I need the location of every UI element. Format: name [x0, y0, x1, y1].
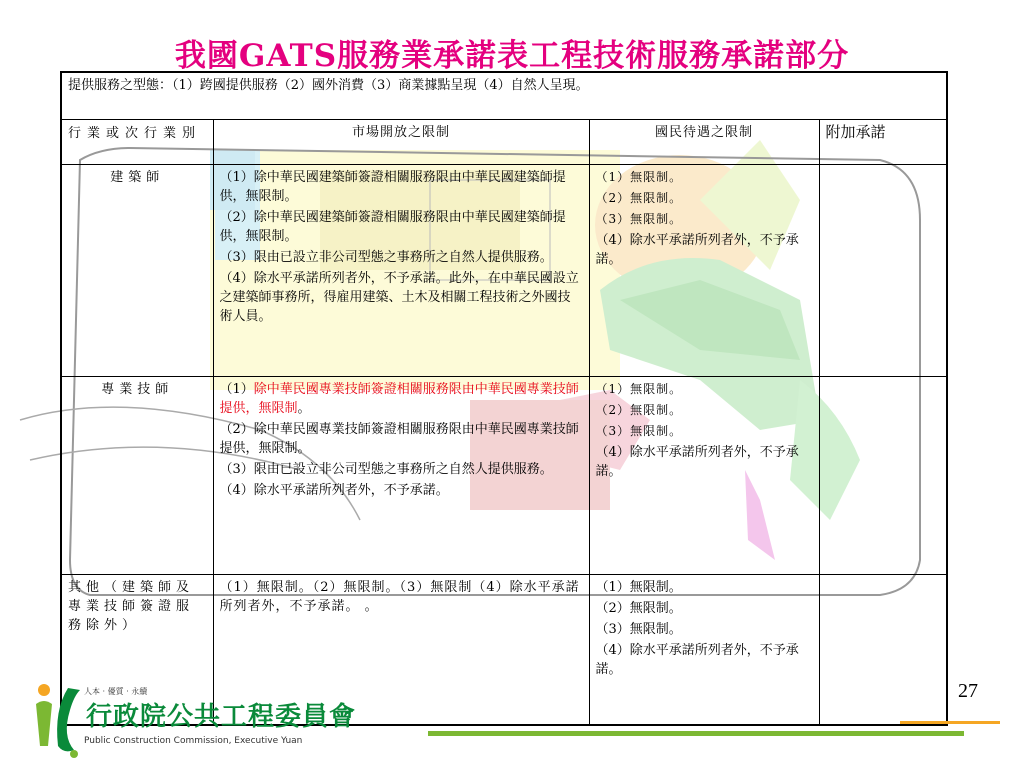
national-treatment-item: （2）無限制。: [595, 191, 683, 205]
sector-professional-engineer: 專業技師: [61, 377, 213, 575]
market-access-highlight: 除中華民國專業技師簽證相關服務限由中華民國專業技師提供，無限制: [219, 382, 579, 416]
national-treatment-item: （1）無限制。: [595, 170, 683, 184]
header-additional: 附加承諾: [819, 120, 947, 165]
supply-modes-row: [61, 72, 947, 120]
additional-cell: [819, 165, 947, 377]
national-treatment-item: （3）無限制。: [595, 622, 682, 637]
market-access-cell: [213, 377, 589, 575]
market-access-cell: （1）無限制。（2）無限制。（3）無限制（4）除水平承諾所列者外，不予承諾。 。: [213, 575, 589, 726]
supply-modes-text: 提供服務之型態：（1）跨國提供服務（2）國外消費（3）商業據點呈現（4）自然人呈現。: [61, 72, 947, 120]
market-access-item: （3）限由已設立非公司型態之事務所之自然人提供服務。: [219, 250, 553, 265]
market-access-item: [220, 380, 583, 418]
national-treatment-item: （1）無限制。: [595, 580, 682, 595]
page-title: 我國GATS服務業承諾表工程技術服務承諾部分: [174, 38, 850, 74]
market-access-cell: [213, 165, 589, 377]
market-access-item: （2）除中華民國專業技師簽證相關服務限由中華民國專業技師提供，無限制。: [219, 422, 579, 456]
market-access-prefix: （1）: [219, 382, 254, 397]
sector-architect: 建築師: [61, 165, 213, 377]
footer-green-line: [428, 731, 964, 736]
logo-english-name: Public Construction Commission, Executive Yuan: [84, 736, 303, 746]
header-row: [61, 120, 947, 165]
header-national-treatment: 國民待遇之限制: [589, 120, 819, 165]
market-access-item: （2）除中華民國建築師簽證相關服務限由中華民國建築師提供，無限制。: [219, 210, 566, 244]
logo-org-name: 行政院公共工程委員會: [86, 702, 357, 732]
national-treatment-item: （4）除水平承諾所列者外，不予承諾。: [595, 445, 799, 479]
pcc-logo: [28, 676, 428, 766]
header-sector: 行業或次行業別: [61, 120, 213, 165]
market-access-item: （4）除水平承諾所列者外，不予承諾。此外，在中華民國設立之建築師事務所，得雇用建築、土木及相關工程技術之外國技術人員。: [219, 271, 579, 324]
pcc-emblem-icon: [28, 676, 88, 766]
market-access-item: （3）限由已設立非公司型態之事務所之自然人提供服務。: [219, 462, 553, 477]
header-market-access: 市場開放之限制: [213, 120, 589, 165]
national-treatment-cell: [589, 377, 819, 575]
market-access-item: （4）除水平承諾所列者外，不予承諾。: [219, 483, 449, 498]
additional-cell: [819, 575, 947, 726]
national-treatment-item: （1）無限制。: [595, 382, 683, 396]
national-treatment-item: （4）除水平承諾所列者外，不予承諾。: [595, 233, 799, 267]
national-treatment-item: （2）無限制。: [595, 403, 683, 417]
market-access-item: （1）除中華民國建築師簽證相關服務限由中華民國建築師提供，無限制。: [219, 170, 566, 204]
sector-other: 其他（建築師及專業技師簽證服務除外）: [61, 575, 213, 726]
market-access-suffix: 。: [297, 401, 311, 416]
national-treatment-cell: [589, 165, 819, 377]
national-treatment-item: （3）無限制。: [595, 212, 683, 226]
commitment-table: [60, 71, 948, 726]
page-number: 27: [958, 680, 978, 702]
national-treatment-cell: [589, 575, 819, 726]
footer-accent-line: [900, 721, 1000, 724]
national-treatment-item: （2）無限制。: [595, 601, 682, 616]
table-row: [61, 165, 947, 377]
table-row: [61, 377, 947, 575]
additional-cell: [819, 377, 947, 575]
logo-slogan: 人本 · 優質 · 永續: [84, 687, 148, 696]
national-treatment-item: （4）除水平承諾所列者外，不予承諾。: [595, 643, 799, 677]
national-treatment-item: （3）無限制。: [595, 424, 683, 438]
